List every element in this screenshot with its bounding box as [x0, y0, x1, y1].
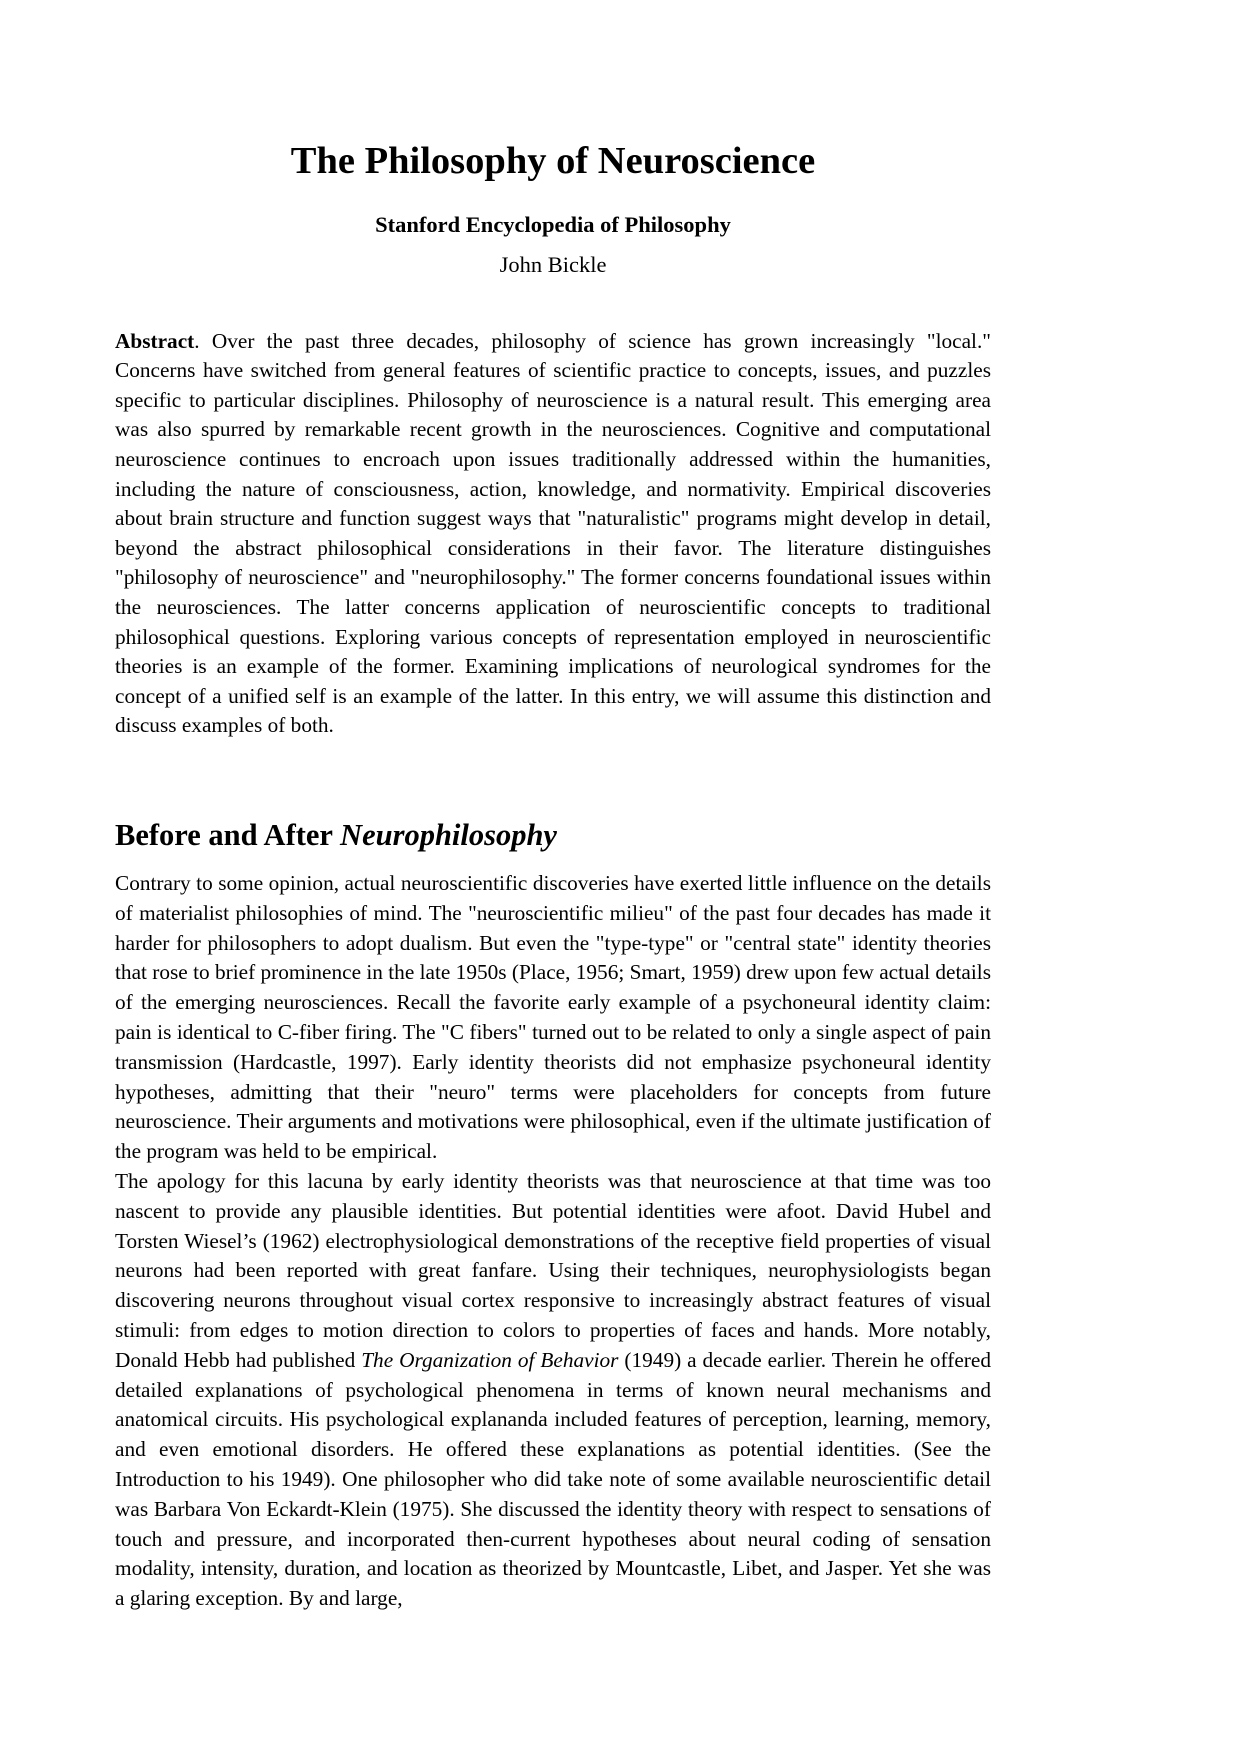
section-heading-plain-part: Before and After [115, 817, 341, 852]
abstract-text: . Over the past three decades, philosophy of science has grown increasingly "local." Concerns have switched from general features of scientific practice to concepts, issues, and puzzles specific to particular disciplines. Philosophy of neuroscience is a natural result. This emerging area was also spurred by remarkable recent growth in the neurosciences. Cognitive and computational neuroscience continues to encroach upon issues traditionally addressed within the humanities, including the nature of consciousness, action, knowledge, and normativity. Empirical discoveries about brain structure and function suggest ways that "naturalistic" programs might develop in detail, beyond the abstract philosophical considerations in their favor. The literature distinguishes "philosophy of neuroscience" and "neurophilosophy." The former concerns foundational issues within the neurosciences. The latter concerns application of neuroscientific concepts to traditional philosophical questions. Exploring various concepts of representation employed in neuroscientific theories is an example of the former. Examining implications of neurological syndromes for the concept of a unified self is an example of the latter. In this entry, we will assume this distinction and discuss examples of both. [115, 328, 991, 738]
book-title-organization-of-behavior: The Organization of Behavior [361, 1347, 619, 1372]
abstract-label: Abstract [115, 328, 195, 353]
section-heading-before-and-after [115, 741, 991, 853]
body-paragraph-2-text-before-citation: The apology for this lacuna by early identity theorists was that neuroscience at that time was too nascent to provide any plausible identities. But potential identities were afoot. David Hubel and Torsten Wiesel’s (1962) electrophysiological demonstrations of the receptive field properties of visual neurons had been reported with great fanfare. Using their techniques, neurophysiologists began discovering neurons throughout visual cortex responsive to increasingly abstract features of visual stimuli: from edges to motion direction to colors to properties of faces and hands. More notably, Donald Hebb had published [115, 1169, 991, 1372]
body-paragraph-2 [115, 1167, 991, 1614]
body-paragraph-2-text-after-citation: (1949) a decade earlier. Therein he offered detailed explanations of psychological phenomena in terms of known neural mechanisms and anatomical circuits. His psychological explananda included features of perception, learning, memory, and even emotional disorders. He offered these explanations as potential identities. (See the Introduction to his 1949). One philosopher who did take note of some available neuroscientific detail was Barbara Von Eckardt-Klein (1975). She discussed the identity theory with respect to sensations of touch and pressure, and incorporated then-current hypotheses about neural coding of sensation modality, intensity, duration, and location as theorized by Mountcastle, Libet, and Jasper. Yet she was a glaring exception. By and large, [115, 1347, 992, 1611]
body-paragraph-1 [115, 853, 991, 1167]
document-author: John Bickle [499, 251, 607, 277]
section-heading-italic-part: Neurophilosophy [340, 817, 557, 852]
abstract-paragraph [115, 278, 991, 741]
page-title: The Philosophy of Neuroscience [290, 140, 816, 182]
body-paragraph-1-text: Contrary to some opinion, actual neuroscientific discoveries have exerted little influence on the details of materialist philosophies of mind. The "neuroscientific milieu" of the past four decades has made it harder for philosophers to adopt dualism. But even the "type-type" or "central state" identity theories that rose to brief prominence in the late 1950s (Place, 1956; Smart, 1959) drew upon few actual details of the emerging neurosciences. Recall the favorite early example of a psychoneural identity claim: pain is identical to C-fiber firing. The "C fibers" turned out to be related to only a single aspect of pain transmission (Hardcastle, 1997). Early identity theorists did not emphasize psychoneural identity hypotheses, admitting that their "neuro" terms were placeholders for concepts from future neuroscience. Their arguments and motivations were philosophical, even if the ultimate justification of the program was held to be empirical. [115, 871, 991, 1164]
page-content-column [115, 0, 991, 1614]
document-subtitle: Stanford Encyclopedia of Philosophy [375, 211, 731, 237]
